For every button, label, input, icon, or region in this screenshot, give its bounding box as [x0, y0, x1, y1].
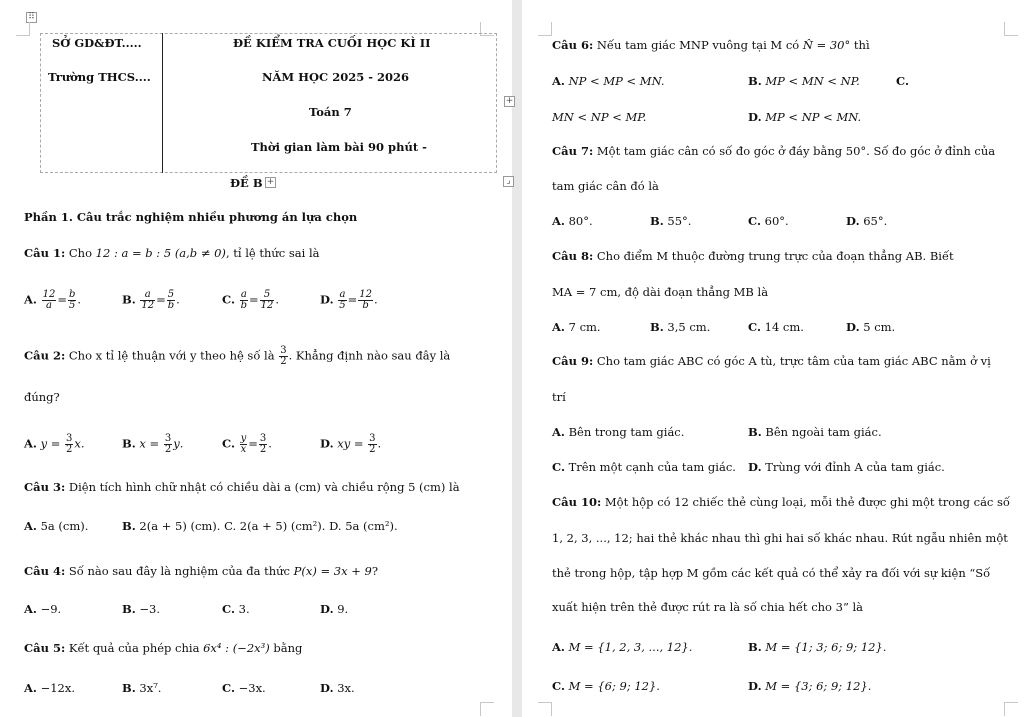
- option-value: M = {6; 9; 12}.: [564, 679, 660, 693]
- q6-option-c-value: MN < NP < MP.: [552, 110, 647, 124]
- option-label: D.: [846, 320, 860, 334]
- option-label: D.: [846, 214, 860, 228]
- option-label: D.: [320, 602, 334, 616]
- option-label: B.: [650, 214, 664, 228]
- q9-option-b[interactable]: [748, 425, 882, 439]
- question-label: Câu 9:: [552, 354, 594, 368]
- option-label: A.: [552, 74, 565, 88]
- question-8-line2: MA = 7 cm, độ dài đoạn thẳng MB là: [552, 285, 769, 299]
- q10-option-c[interactable]: [552, 679, 660, 693]
- question-label: Câu 10:: [552, 495, 602, 509]
- crop-mark: [16, 22, 30, 36]
- table-resize-icon[interactable]: ⌟: [503, 176, 514, 187]
- q10-option-b[interactable]: [748, 640, 886, 654]
- question-7: [552, 144, 995, 158]
- question-text: Diện tích hình chữ nhật có chiều dài a (cm) và chiều rộng 5 (cm) là: [65, 480, 460, 494]
- q8-option-a[interactable]: [552, 320, 601, 334]
- q4-option-b[interactable]: [122, 602, 160, 616]
- question-label: Câu 6:: [552, 38, 594, 52]
- question-text: . Khẳng định nào sau đây là: [288, 348, 451, 363]
- option-value: 80°.: [564, 214, 593, 228]
- question-label: Câu 1:: [24, 246, 66, 260]
- q3-option-b[interactable]: [122, 519, 398, 533]
- option-label: B.: [748, 640, 762, 654]
- q8-option-b[interactable]: [650, 320, 710, 334]
- crop-mark: [1004, 22, 1018, 36]
- question-8: [552, 249, 954, 263]
- option-label: B.: [122, 681, 136, 695]
- page-left: [0, 0, 512, 717]
- option-value: 3,5 cm.: [663, 320, 711, 334]
- question-text: Nếu tam giác MNP vuông tại M có: [593, 38, 803, 52]
- option-label: B.: [650, 320, 664, 334]
- option-value: −9.: [36, 602, 62, 616]
- q1-option-a[interactable]: A. $\frac{12}{a}$ = $\frac{b}{5}$ .: [24, 289, 82, 311]
- q8-option-c[interactable]: [748, 320, 804, 334]
- option-value: M = {1, 2, 3, ..., 12}.: [564, 640, 693, 654]
- option-value: 5a (cm).: [36, 519, 89, 533]
- option-label: D.: [320, 681, 334, 695]
- q6-option-c[interactable]: C.: [896, 74, 909, 88]
- option-label: B.: [122, 436, 136, 451]
- q1-option-d[interactable]: D. $\frac{a}{5}$ = $\frac{12}{b}$ .: [320, 289, 378, 311]
- option-label: C.: [552, 460, 565, 474]
- question-text: Một hộp có 12 chiếc thẻ cùng loại, mỗi thẻ được ghi một trong các số: [601, 495, 1010, 509]
- question-text: , tỉ lệ thức sai là: [225, 246, 320, 260]
- math-expr: 12 : a = b : 5 (a,b ≠ 0): [95, 246, 226, 260]
- subject: Toán 7: [309, 105, 352, 119]
- part1-heading: Phần 1. Câu trắc nghiệm nhiều phương án lựa chọn: [24, 210, 358, 224]
- option-value: −12x.: [36, 681, 76, 695]
- option-label: A.: [24, 292, 37, 307]
- q7-option-c[interactable]: [748, 214, 789, 228]
- option-label: B.: [122, 292, 136, 307]
- option-value: 3x.: [333, 681, 355, 695]
- question-2-line2: đúng?: [24, 390, 60, 404]
- question-text: Cho tam giác ABC có góc A tù, trực tâm của tam giác ABC nằm ở vị: [593, 354, 991, 368]
- option-value: 9.: [333, 602, 349, 616]
- q1-option-b[interactable]: B. $\frac{a}{12}$ = $\frac{5}{b}$ .: [122, 289, 180, 311]
- option-value: 3.: [234, 602, 250, 616]
- option-label: D.: [748, 110, 762, 124]
- option-label: C.: [222, 436, 235, 451]
- q7-option-d[interactable]: [846, 214, 887, 228]
- question-text: Kết quả của phép chia: [65, 641, 204, 655]
- option-value: 55°.: [663, 214, 692, 228]
- add-row-icon[interactable]: +: [266, 177, 275, 187]
- exam-time: Thời gian làm bài 90 phút -: [251, 140, 427, 154]
- q5-option-d[interactable]: [320, 681, 355, 695]
- q4-option-d[interactable]: [320, 602, 348, 616]
- q4-option-a[interactable]: [24, 602, 61, 616]
- option-value: MP < NP < MN.: [761, 110, 862, 124]
- page-right: [522, 0, 1035, 717]
- option-label: A.: [24, 602, 37, 616]
- q6-option-d[interactable]: [748, 110, 861, 124]
- q2-option-a[interactable]: A. y = $\frac{3}{2}$ x.: [24, 433, 85, 455]
- q9-option-a[interactable]: [552, 425, 684, 439]
- q7-option-a[interactable]: [552, 214, 593, 228]
- option-value: Bên trong tam giác.: [564, 425, 685, 439]
- q2-option-b[interactable]: B. x = $\frac{3}{2}$ y.: [122, 433, 184, 455]
- option-value: Trùng với đỉnh A của tam giác.: [761, 460, 945, 474]
- option-label: C.: [222, 602, 235, 616]
- question-label: Câu 8:: [552, 249, 594, 263]
- option-value: NP < MP < MN.: [564, 74, 665, 88]
- q8-option-d[interactable]: [846, 320, 895, 334]
- department-name: SỞ GD&ĐT.....: [52, 36, 142, 50]
- option-label: A.: [552, 214, 565, 228]
- q6-option-b[interactable]: [748, 74, 860, 88]
- option-value: Bên ngoài tam giác.: [761, 425, 882, 439]
- option-value: 7 cm.: [564, 320, 601, 334]
- option-label: D.: [320, 436, 334, 451]
- question-label: Câu 2:: [24, 348, 66, 363]
- option-value: M = {1; 3; 6; 9; 12}.: [761, 640, 887, 654]
- question-text: Cho điểm M thuộc đường trung trực của đoạn thẳng AB. Biết: [593, 249, 954, 263]
- option-label: D.: [748, 460, 762, 474]
- q9-option-d[interactable]: [748, 460, 945, 474]
- option-value: −3x.: [234, 681, 266, 695]
- q5-option-c[interactable]: [222, 681, 266, 695]
- math-expr: 6x⁴ : (−2x³): [203, 641, 270, 655]
- option-label: D.: [748, 679, 762, 693]
- crop-mark: [538, 22, 552, 36]
- option-label: A.: [552, 320, 565, 334]
- question-label: Câu 3:: [24, 480, 66, 494]
- option-value: 5 cm.: [859, 320, 896, 334]
- option-label: D.: [320, 292, 334, 307]
- question-6: [552, 38, 870, 52]
- option-label: C.: [552, 679, 565, 693]
- question-2: Câu 2: Cho x tỉ lệ thuận với y theo hệ số là $\frac{3}{2}$ . Khẳng định nào sau đây là: [24, 345, 451, 367]
- q6-option-a[interactable]: [552, 74, 665, 88]
- option-value: 2(a + 5) (cm). C. 2(a + 5) (cm²). D. 5a (cm²).: [135, 519, 398, 533]
- option-value: 65°.: [859, 214, 888, 228]
- q2-option-d[interactable]: D. xy = $\frac{3}{2}$ .: [320, 433, 382, 455]
- question-10-line2: 1, 2, 3, ..., 12; hai thẻ khác nhau thì ghi hai số khác nhau. Rút ngẫu nhiên một: [552, 531, 1008, 545]
- question-text: bằng: [269, 641, 303, 655]
- question-9: [552, 354, 991, 368]
- q4-option-c[interactable]: [222, 602, 250, 616]
- option-value: M = {3; 6; 9; 12}.: [761, 679, 872, 693]
- question-text: ?: [371, 564, 379, 578]
- question-label: Câu 5:: [24, 641, 66, 655]
- crop-mark: [480, 702, 494, 716]
- option-label: B.: [122, 602, 136, 616]
- option-label: B.: [748, 425, 762, 439]
- exam-code: ĐỀ B: [230, 176, 263, 190]
- q10-option-a[interactable]: [552, 640, 692, 654]
- option-label: C.: [222, 681, 235, 695]
- question-text: Số nào sau đây là nghiệm của đa thức: [65, 564, 294, 578]
- exam-title: ĐỀ KIỂM TRA CUỐI HỌC KÌ II: [233, 36, 431, 50]
- q7-option-b[interactable]: [650, 214, 691, 228]
- question-text: thì: [850, 38, 870, 52]
- question-label: Câu 7:: [552, 144, 594, 158]
- question-text: Cho x tỉ lệ thuận với y theo hệ số là: [65, 348, 279, 363]
- question-3: [24, 480, 460, 494]
- option-value: −3.: [135, 602, 160, 616]
- school-name: Trường THCS....: [48, 70, 151, 84]
- question-text: Một tam giác cân có số đo góc ở đáy bằng 50°. Số đo góc ở đỉnh của: [593, 144, 996, 158]
- option-label: A.: [552, 425, 565, 439]
- math-expr: P(x) = 3x + 9: [293, 564, 372, 578]
- option-value: MP < MN < NP.: [761, 74, 860, 88]
- option-label: C.: [748, 320, 761, 334]
- option-value: 3x⁷.: [135, 681, 162, 695]
- question-4: [24, 564, 378, 578]
- add-column-icon[interactable]: +: [505, 96, 514, 106]
- q5-option-b[interactable]: [122, 681, 161, 695]
- question-1: [24, 246, 320, 260]
- crop-mark: [538, 702, 552, 716]
- q9-option-c[interactable]: [552, 460, 736, 474]
- math-expr: N̂ = 30°: [802, 38, 851, 52]
- option-label: C.: [748, 214, 761, 228]
- q2-option-c[interactable]: C. $\frac{y}{x}$ = $\frac{3}{2}$ .: [222, 433, 272, 455]
- crop-mark: [1004, 702, 1018, 716]
- option-value: 14 cm.: [760, 320, 804, 334]
- q1-option-c[interactable]: C. $\frac{a}{b}$ = $\frac{5}{12}$ .: [222, 289, 280, 311]
- option-label: C.: [222, 292, 235, 307]
- option-label: A.: [24, 519, 37, 533]
- q5-option-a[interactable]: [24, 681, 75, 695]
- question-text: Cho: [65, 246, 96, 260]
- header-divider: [162, 33, 163, 173]
- option-label: B.: [748, 74, 762, 88]
- table-move-handle-icon[interactable]: ⠿: [26, 12, 37, 23]
- option-label: A.: [24, 681, 37, 695]
- question-9-line2: trí: [552, 390, 566, 404]
- q3-option-a[interactable]: [24, 519, 88, 533]
- option-value: 60°.: [760, 214, 789, 228]
- question-10-line3: thẻ trong hộp, tập hợp M gồm các kết quả có thể xảy ra đối với sự kiện “Số: [552, 566, 991, 580]
- option-label: A.: [24, 436, 37, 451]
- question-5: [24, 641, 302, 655]
- school-year: NĂM HỌC 2025 - 2026: [262, 70, 410, 84]
- question-10: [552, 495, 1010, 509]
- question-10-line4: xuất hiện trên thẻ được rút ra là số chia hết cho 3” là: [552, 600, 864, 614]
- option-label: A.: [552, 640, 565, 654]
- question-7-line2: tam giác cân đó là: [552, 179, 659, 193]
- option-label: B.: [122, 519, 136, 533]
- q10-option-d[interactable]: [748, 679, 871, 693]
- question-label: Câu 4:: [24, 564, 66, 578]
- option-value: Trên một cạnh của tam giác.: [564, 460, 736, 474]
